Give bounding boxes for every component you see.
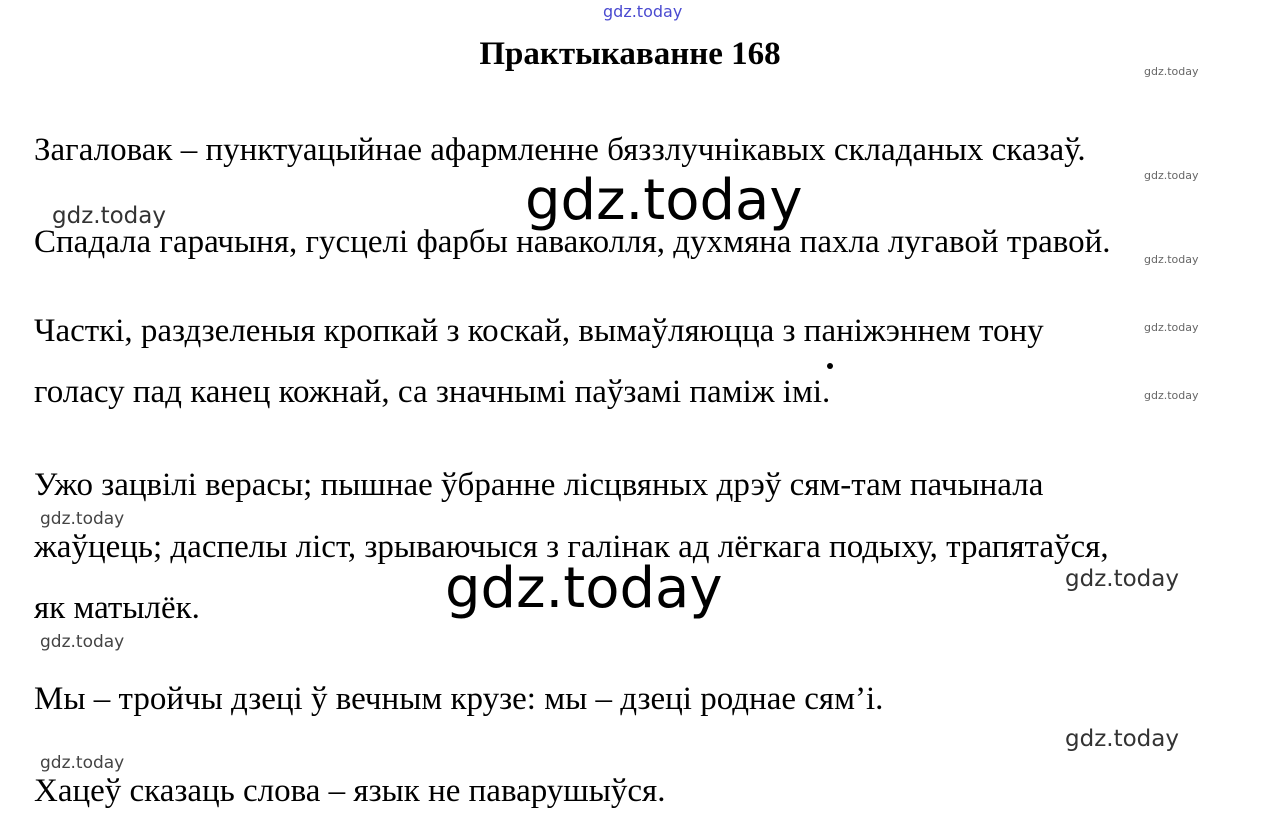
page-title: Практыкаванне 168 bbox=[479, 36, 781, 72]
watermark-small-3: gdz.today bbox=[40, 753, 125, 773]
text-line-6: жаўцець; даспелы ліст, зрываючыся з галінак ад лёгкага подыху, трапятаўся, bbox=[34, 529, 1109, 565]
text-line-1: Загаловак – пунктуацыйнае афармленне бяззлучнікавых складаных сказаў. bbox=[34, 132, 1086, 168]
watermark-mid-3: gdz.today bbox=[1065, 726, 1179, 752]
watermark-mid-2: gdz.today bbox=[1065, 566, 1179, 592]
text-line-7: як матылёк. bbox=[34, 590, 200, 626]
text-line-5: Ужо зацвілі верасы; пышнае ўбранне лісцвяных дрэў сям-там пачынала bbox=[34, 467, 1044, 503]
text-line-2: Спадала гарачыня, гусцелі фарбы наваколля, духмяна пахла лугавой травой. bbox=[34, 224, 1111, 260]
watermark-small-1: gdz.today bbox=[40, 509, 125, 529]
watermark-tiny-1: gdz.today bbox=[1144, 65, 1199, 78]
stray-dot bbox=[827, 363, 833, 369]
text-line-4: голасу пад канец кожнай, са значнымі паўзамі паміж імі. bbox=[34, 374, 831, 410]
text-line-8: Мы – тройчы дзеці ў вечным крузе: мы – дзеці роднае сям’і. bbox=[34, 681, 884, 717]
watermark-tiny-5: gdz.today bbox=[1144, 389, 1199, 402]
text-line-3: Часткі, раздзеленыя кропкай з коскай, вымаўляюцца з паніжэннем тону bbox=[34, 313, 1044, 349]
watermark-big-1: gdz.today bbox=[525, 168, 803, 233]
watermark-tiny-4: gdz.today bbox=[1144, 321, 1199, 334]
watermark-tiny-2: gdz.today bbox=[1144, 169, 1199, 182]
watermark-big-2: gdz.today bbox=[445, 556, 723, 621]
watermark-mid-1: gdz.today bbox=[52, 203, 166, 229]
text-line-9: Хацеў сказаць слова – язык не паварушыўся. bbox=[34, 773, 666, 809]
watermark-tiny-3: gdz.today bbox=[1144, 253, 1199, 266]
watermark-small-2: gdz.today bbox=[40, 632, 125, 652]
watermark-top: gdz.today bbox=[603, 2, 683, 21]
